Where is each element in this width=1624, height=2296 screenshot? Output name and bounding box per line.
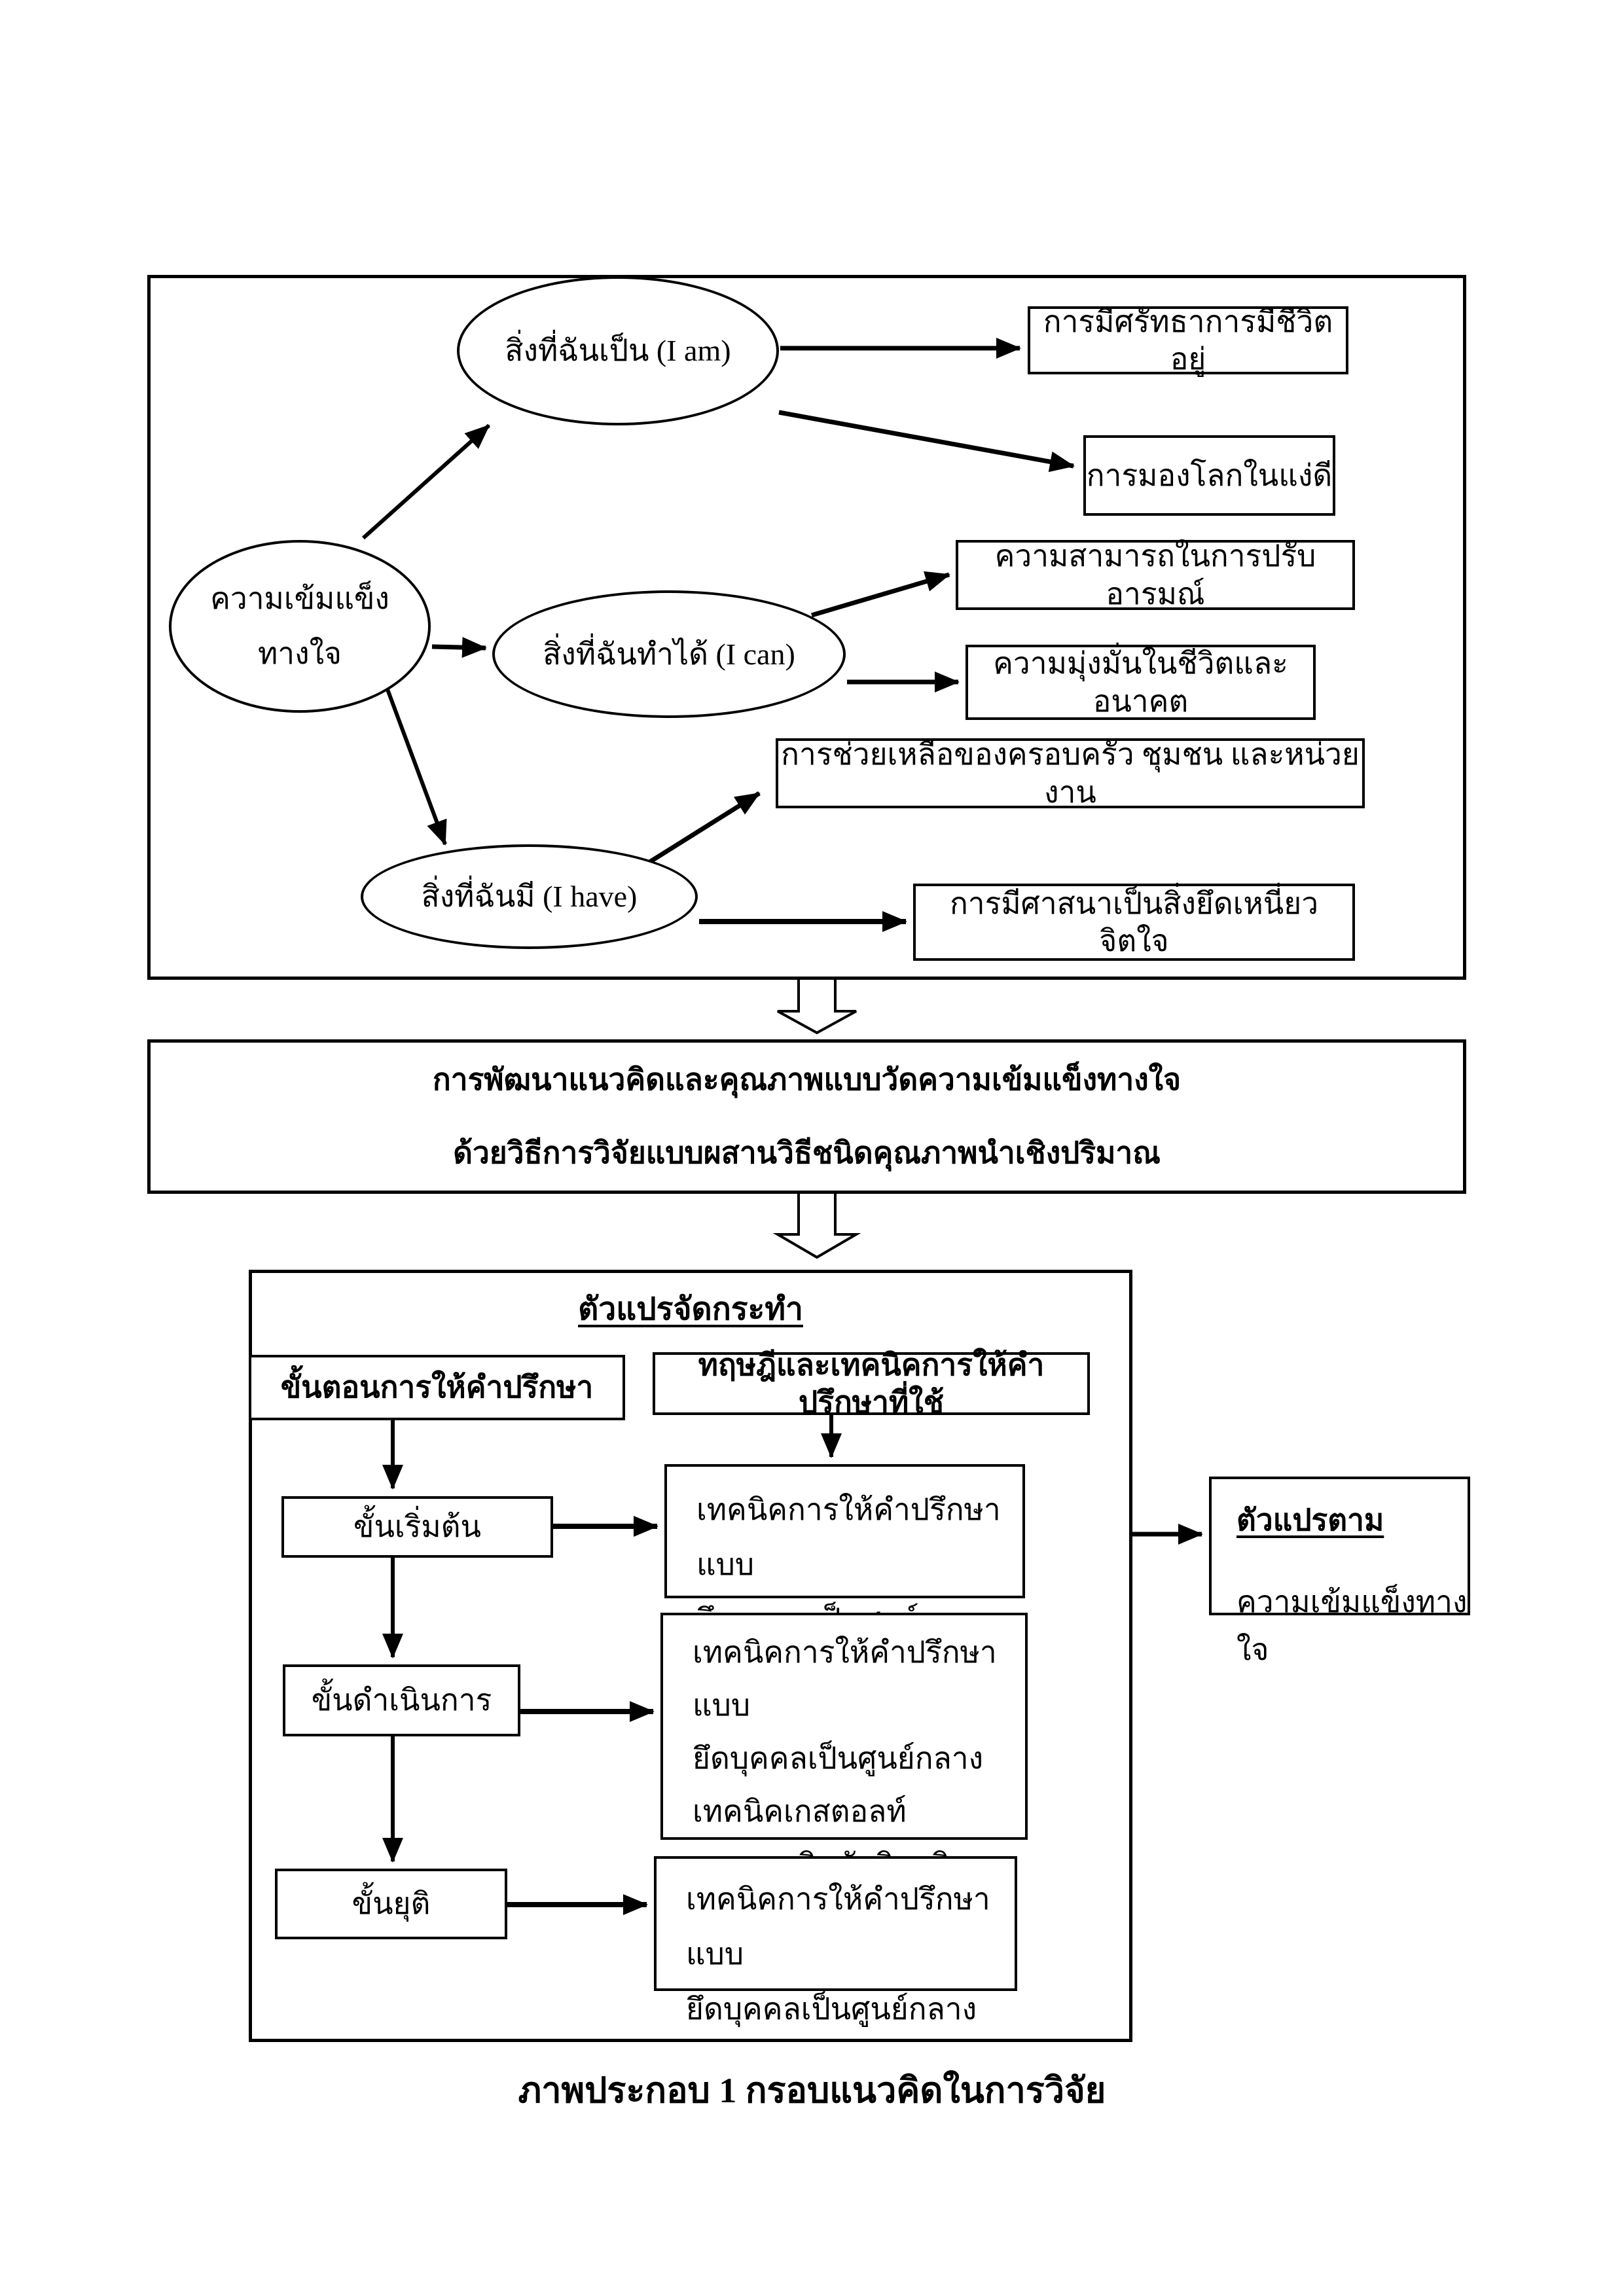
indicator-faith-label: การมีศรัทธาการมีชีวิตอยู่ [1043,304,1333,376]
indicator-support-label: การช่วยเหลือของครอบครัว ชุมชน และหน่วยงาน [781,738,1360,809]
ellipse-core-resilience [169,540,431,713]
block-arrow-down-2 [778,1193,856,1257]
steps-header-label: ขั้นตอนการให้คำปรึกษา [280,1371,594,1405]
technique3-line2: ยึดบุคคลเป็นศูนย์กลาง [686,1992,977,2026]
ellipse-i-can [492,590,846,718]
method-line2: ด้วยวิธีการวิจัยแบบผสานวิธีชนิดคุณภาพนำเชิงปริมาณ [453,1136,1161,1170]
technique2-line3: เทคนิคเกสตอลท์ [693,1795,907,1828]
indicator-box-family-support [776,738,1365,808]
step-working-label: ขั้นดำเนินการ [311,1683,492,1717]
steps-header-box [249,1355,625,1420]
intervention-title [249,1284,1132,1334]
block-arrow-down-1 [778,978,856,1033]
core-label-line2: ทางใจ [257,637,342,670]
i-am-label: สิ่งที่ฉันเป็น (I am) [505,334,731,367]
step-box-termination [275,1869,507,1939]
technique2-line2: ยึดบุคคลเป็นศูนย์กลาง [693,1742,984,1775]
indicator-emotion-label: ความสามารถในการปรับอารมณ์ [994,539,1316,611]
ellipse-i-am [457,276,779,425]
i-can-label: สิ่งที่ฉันทำได้ (I can) [543,637,795,671]
theory-header-box [653,1348,1090,1419]
dependent-title: ตัวแปรตาม [1236,1503,1384,1537]
method-statement-box [147,1039,1466,1194]
core-label-line1: ความเข้มแข็ง [210,582,389,615]
step-initial-label: ขั้นเริ่มต้น [353,1510,481,1544]
technique-box-3 [654,1856,1017,2026]
ellipse-i-have [361,844,698,949]
intervention-title-text: ตัวแปรจัดกระทำ [578,1292,803,1327]
indicator-box-religion [913,884,1355,961]
indicator-optimism-label: การมองโลกในแง่ดี [1086,458,1333,492]
technique3-line1: เทคนิคการให้คำปรึกษาแบบ [686,1882,990,1971]
technique1-line1: เทคนิคการให้คำปรึกษาแบบ [696,1493,1001,1581]
technique-box-2 [660,1613,1028,1840]
indicator-box-determination [965,645,1316,720]
dependent-label: ความเข้มแข็งทางใจ [1236,1585,1468,1666]
indicator-box-emotion-regulation [956,540,1355,610]
step-termination-label: ขั้นยุติ [352,1887,431,1921]
technique2-line1: เทคนิคการให้คำปรึกษาแบบ [693,1636,997,1722]
step-box-initial [281,1496,553,1558]
indicator-box-faith [1028,306,1348,374]
method-line1: การพัฒนาแนวคิดและคุณภาพแบบวัดความเข้มแข็งทางใจ [432,1063,1182,1096]
dependent-variable-box [1209,1477,1470,1666]
i-have-label: สิ่งที่ฉันมี (I have) [421,880,638,913]
step-box-working [283,1664,520,1736]
indicator-determination-label: ความมุ่งมั่นในชีวิตและอนาคต [993,647,1288,718]
indicator-religion-label: การมีศาสนาเป็นสิ่งยึดเหนี่ยวจิตใจ [949,886,1319,958]
theory-header-label: ทฤษฎีและเทคนิคการให้คำปรึกษาที่ใช้ [698,1348,1045,1419]
technique-box-1 [664,1464,1025,1598]
indicator-box-optimism [1083,435,1335,516]
figure-caption: ภาพประกอบ 1 กรอบแนวคิดในการวิจัย [518,2071,1106,2110]
